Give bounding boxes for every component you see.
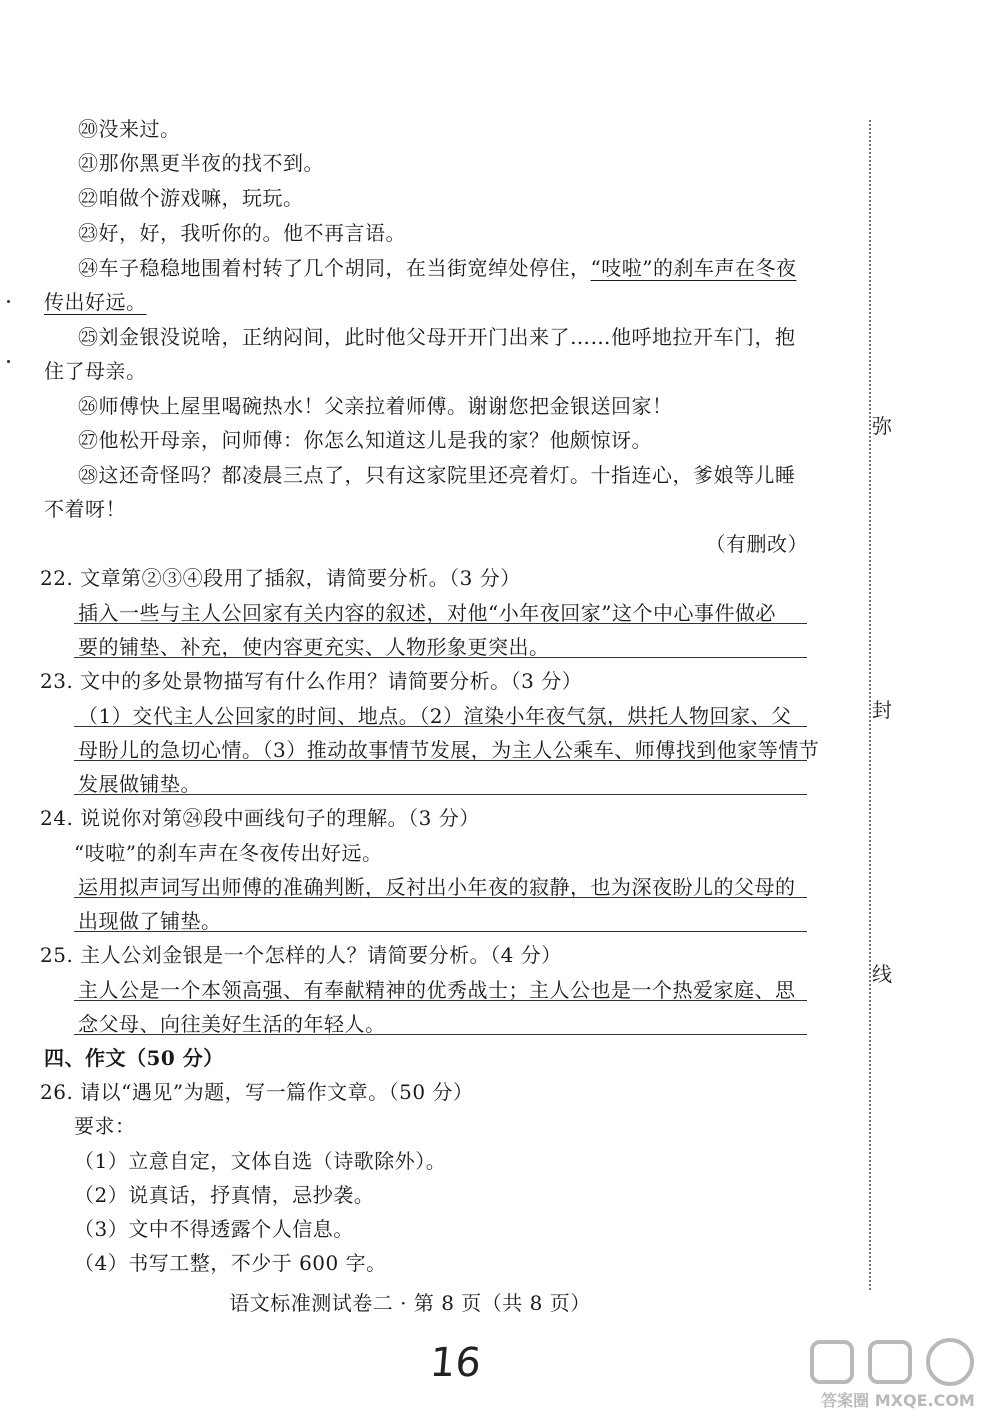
question-22-answer-line1: 插入一些与主人公回家有关内容的叙述，对他“小年夜回家”这个中心事件做必 (78, 601, 776, 625)
question-23-prompt: 23. 文中的多处景物描写有什么作用？请简要分析。（3 分） (40, 669, 583, 693)
requirement-2: （2）说真话，抒真情，忌抄袭。 (74, 1183, 375, 1207)
question-25-answer-line2: 念父母、向往美好生活的年轻人。 (78, 1012, 386, 1036)
paragraph-25-line1: ㉕刘金银没说啥，正纳闷间，此时他父母开开门出来了……他呼地拉开车门，抱 (78, 325, 796, 349)
handwritten-page-number: 16 (427, 1340, 483, 1386)
paragraph-22: ㉒咱做个游戏嘛，玩玩。 (78, 186, 304, 210)
answer-rule (74, 1034, 807, 1035)
paragraph-24-line2 (44, 287, 809, 317)
paragraph-24-text: ㉔车子稳稳地围着村转了几个胡同，在当街宽绰处停住， (78, 256, 591, 280)
question-22-answer-line2: 要的铺垫、补充，使内容更充实、人物形象更突出。 (78, 635, 550, 659)
paragraph-26: ㉖师傅快上屋里喝碗热水！父亲拉着师傅。谢谢您把金银送回家！ (78, 394, 673, 418)
answer-rule (74, 1000, 807, 1001)
margin-char-xian: 线 (872, 962, 892, 986)
binding-dotted-line (869, 120, 871, 1290)
paragraph-28-line1: ㉘这还奇怪吗？都凌晨三点了，只有这家院里还亮着灯。十指连心，爹娘等儿睡 (78, 463, 796, 487)
requirement-3: （3）文中不得透露个人信息。 (74, 1217, 354, 1241)
requirement-1: （1）立意自定，文体自选（诗歌除外）。 (74, 1149, 447, 1173)
margin-char-mi: 弥 (872, 414, 892, 438)
watermark-glyph-box (870, 1342, 910, 1382)
question-25-answer-line1: 主人公是一个本领高强、有奉献精神的优秀战士；主人公也是一个热爱家庭、思 (78, 978, 796, 1002)
question-24-prompt: 24. 说说你对第㉔段中画线句子的理解。（3 分） (40, 806, 480, 830)
requirements-title: 要求： (74, 1114, 136, 1138)
underlined-sentence-part1: “吱啦”的刹车声在冬夜 (590, 256, 797, 280)
watermark-glyph-circle (928, 1340, 972, 1384)
paragraph-23: ㉓好，好，我听你的。他不再言语。 (78, 221, 406, 245)
paragraph-28-line2: 不着呀！ (44, 497, 126, 521)
answer-rule (74, 931, 807, 932)
watermark-logo (808, 1336, 988, 1412)
paragraph-27: ㉗他松开母亲，问师傅：你怎么知道这儿是我的家？他颇惊讶。 (78, 428, 652, 452)
margin-char-feng: 封 (872, 698, 892, 722)
paragraph-25-line2: 住了母亲。 (44, 359, 147, 383)
question-23-answer-line2: 母盼儿的急切心情。（3）推动故事情节发展，为主人公乘车、师傅找到他家等情节 (78, 738, 820, 762)
answer-rule (74, 726, 807, 727)
answer-rule (74, 760, 807, 761)
answer-rule (74, 897, 807, 898)
watermark-glyph-box (812, 1342, 852, 1382)
question-26-prompt: 26. 请以“遇见”为题，写一篇作文章。（50 分） (40, 1080, 474, 1104)
question-24-quote: “吱啦”的刹车声在冬夜传出好远。 (74, 841, 383, 865)
question-24-answer-line1: 运用拟声词写出师傅的准确判断，反衬出小年夜的寂静，也为深夜盼儿的父母的 (78, 875, 796, 899)
scan-speck (7, 300, 10, 303)
question-24-answer-line2: 出现做了铺垫。 (78, 909, 222, 933)
answer-rule (74, 623, 807, 624)
watermark-text: 答案圈 MXQE.COM (821, 1391, 975, 1410)
paragraph-24-line1 (78, 253, 809, 283)
source-note: （有删改） (705, 532, 808, 556)
section-4-title: 四、作文（50 分） (44, 1046, 224, 1070)
underlined-sentence-part2: 传出好远。 (44, 290, 147, 314)
scan-speck (7, 360, 10, 363)
answer-rule (74, 794, 807, 795)
question-22-prompt: 22. 文章第②③④段用了插叙，请简要分析。（3 分） (40, 566, 521, 590)
question-23-answer-line3: 发展做铺垫。 (78, 772, 201, 796)
paragraph-21: ㉑那你黑更半夜的找不到。 (78, 151, 324, 175)
requirement-4: （4）书写工整，不少于 600 字。 (74, 1251, 387, 1275)
page-footer: 语文标准测试卷二 · 第 8 页（共 8 页） (229, 1291, 591, 1315)
answer-rule (74, 657, 807, 658)
question-25-prompt: 25. 主人公刘金银是一个怎样的人？请简要分析。（4 分） (40, 943, 562, 967)
paragraph-20: ⑳没来过。 (78, 117, 181, 141)
question-23-answer-line1: （1）交代主人公回家的时间、地点。（2）渲染小年夜气氛，烘托人物回家、父 (78, 704, 792, 728)
